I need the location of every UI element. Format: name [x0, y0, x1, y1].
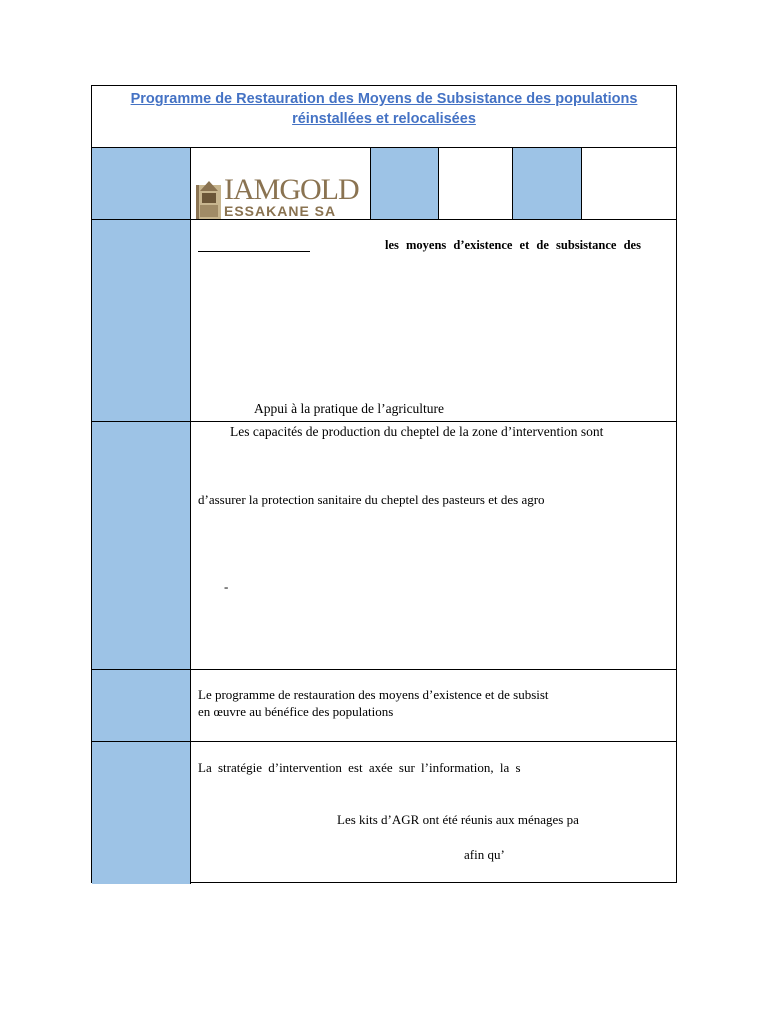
- left-blue-cell: [92, 422, 191, 669]
- redacted-underline: [198, 251, 310, 252]
- left-blue-cell: [92, 670, 191, 741]
- section4-line1: La stratégie d’intervention est axée sur l’information, la s: [198, 760, 521, 775]
- blue-header-cell-1: [371, 148, 439, 219]
- section-livestock: [92, 422, 676, 670]
- company-logo-mark: [196, 177, 222, 219]
- section2-line1: Les capacités de production du cheptel de la zone d’intervention sont: [230, 424, 604, 439]
- section-content: [191, 220, 676, 421]
- section-objectives: [92, 220, 676, 422]
- section-content: [191, 422, 676, 669]
- section-program: [92, 670, 676, 742]
- logo-subsidiary: ESSAKANE SA: [224, 203, 337, 219]
- section4-line3: afin qu’: [464, 847, 505, 862]
- section3-line1: Le programme de restauration des moyens d’existence et de subsist: [198, 687, 549, 702]
- section-strategy: [92, 742, 676, 884]
- section3-line2: en œuvre au bénéfice des populations: [198, 704, 394, 719]
- empty-header-cell-2: [582, 148, 676, 219]
- logo-brand: IAMGOLD: [224, 173, 359, 206]
- title-row: [92, 86, 676, 148]
- document-title: [92, 86, 676, 129]
- section-content: [191, 742, 676, 884]
- document-table: [91, 85, 677, 883]
- section2-line2: d’assurer la protection sanitaire du cheptel des pasteurs et des agro: [198, 492, 545, 507]
- logo-row: [92, 148, 676, 220]
- title-line-2: réinstallées et relocalisées: [292, 111, 476, 127]
- left-blue-cell: [92, 148, 191, 219]
- title-line-1: Programme de Restauration des Moyens de Subsistance des populations: [130, 91, 638, 107]
- section1-bottom-line: Appui à la pratique de l’agriculture: [254, 401, 445, 416]
- section4-line2: Les kits d’AGR ont été réunis aux ménages pa: [337, 812, 579, 827]
- left-blue-cell: [92, 220, 191, 421]
- empty-header-cell-1: [439, 148, 513, 219]
- section1-intro: les moyens d’existence et de subsistance des: [385, 238, 641, 252]
- logo-cell: [191, 148, 371, 219]
- left-blue-cell: [92, 742, 191, 884]
- section-content: [191, 670, 676, 741]
- blue-header-cell-2: [513, 148, 582, 219]
- section2-dash: -: [224, 579, 229, 594]
